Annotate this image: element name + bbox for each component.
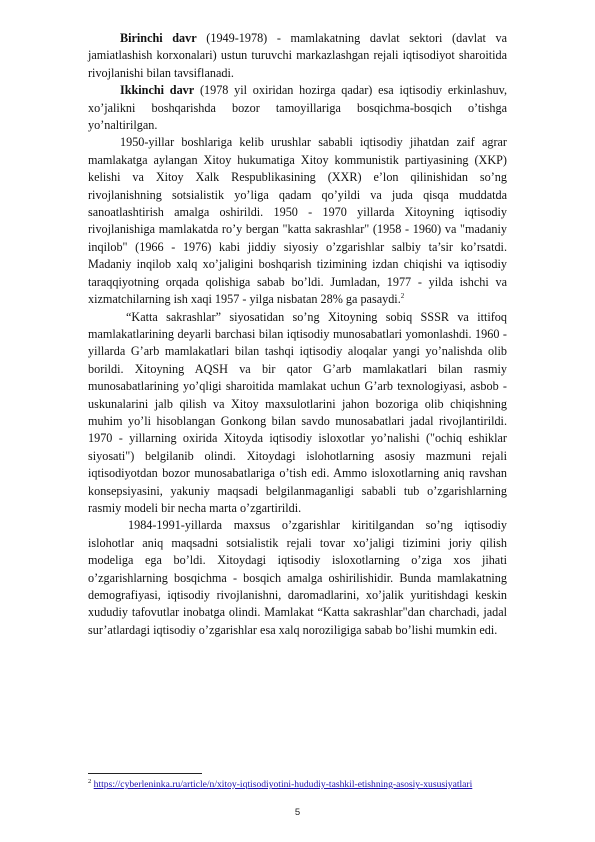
first-period-text: (1949-1978) - mamlakatning davlat sektori (davlat va jamiatlashish korxonalari) ustun turuvchi markazlashgan rejali iqtisodiyot sharoitida rivojlanishi bilan tavsiflanadi.	[88, 31, 508, 80]
paragraph-great-leap-text: “Katta sakrashlar” siyosatidan so’ng Xitoyning sobiq SSSR va ittifoq mamlakatlarining deyarli barchasi bilan iqtisodiy munosabatlari yomonlashdi. 1960 - yillarda G’arb mamlakatlari bilan tashqi iqtisodiy aloqalar yangi yo’nalishda olib borildi. Xitoyning AQSH va bir qator G’arb mamlakatlari bilan rasmiy munosabatlarining yo’qligi sharoitida mamlakat uchun G’arb texnologiyasi, asbob -uskunalarini jalb qilish va Xitoy maxsulotlarini jahon bozoriga olib chiqishning muhim yo’li hisoblangan Gonkong bilan savdo munosabatlari jadal rivojlantirildi. 1970 - yillarning oxirida Xitoyda iqtisodiy isloxotlar yo’nalishi ("ochiq eshiklar siyosati") belgilanib olindi. Xitoydagi islohotlarning asosiy mazmuni rejali iqtisodiyotdan bozor munosabatlariga o’tish edi. Ammo isloxotlarning aniq ravshan konsepsiyasini, yakuniy maqsadi belgilanmaganligi sababli tub o’zgarishlarning rasmiy modeli bir necha marta o’zgartirildi.	[88, 309, 507, 515]
footnote-divider	[88, 773, 202, 774]
paragraph-1984-1991	[88, 517, 507, 639]
second-period-text: (1978 yil oxiridan hozirga qadar) esa iqtisodiy erkinlashuv, xo’jalikni boshqarishda bozor tamoyillariga bosqichma-bosqich o’tishga yo’naltirilgan.	[88, 83, 508, 133]
footnote	[88, 779, 507, 791]
paragraph-1984-1991-text: 1984-1991-yillarda maxsus o’zgarishlar kiritilgandan so’ng iqtisodiy islohotlar aniq maqsadni sotsialistik rejali tovar xo’jaligi tizimini joriy qilish modeliga ega bo’ldi. Xitoydagi iqtisodiy isloxotlarning o’ziga xos jihati o’zgarishlarning bosqichma - bosqich amalga oshirilishidir. Bunda mamlakatning demografiyasi, iqtisodiy rivojlanishni, daromadlarini, xo’jalik yuritishdagi keskin xududiy tafovutlar inobatga olindi. Mamlakat “Katta sakrashlar"dan charchadi, jadal sur’atlardagi iqtisodiy o’zgarishlar esa xalq noroziligiga sabab bo’lishi mumkin edi.	[88, 518, 507, 637]
page-number: 5	[294, 807, 301, 818]
second-period-term: Ikkinchi davr	[120, 83, 195, 98]
document-body	[88, 30, 507, 639]
footnote-link[interactable]: https://cyberleninka.ru/article/n/xitoy-iqtisodiyotini-hududiy-tashkil-etishning-asosiy-xususiyatlari	[93, 779, 473, 790]
first-period-term: Birinchi davr	[120, 31, 197, 45]
paragraph-second-period	[88, 82, 507, 134]
paragraph-1950s	[88, 134, 507, 308]
footnote-mark: 2	[88, 777, 92, 785]
paragraph-first-period	[88, 30, 507, 82]
paragraph-great-leap	[88, 309, 507, 518]
paragraph-1950s-text: 1950-yillar boshlariga kelib urushlar sababli iqtisodiy jihatdan zaif agrar mamlakatga aylangan Xitoy hukumatiga Xitoy kommunistik partiyasining (XKP) kelishi va Xitoy Xalk Respublikasining (XXR) e’lon qilinishidan so’ng rivojlanishning sotsialistik yo’liga qadam qo’yildi va juda qisqa muddatda sanoatlashtirish amalga oshirildi. 1950 - 1970 yillarda Xitoyning iqtisodiy rivojlanishiga mamlakatda ro’y bergan "katta sakrashlar" (1958 - 1960) va "madaniy inqilob" (1966 - 1976) kabi jiddiy siyosiy o’zgarishlar salbiy ta’sir ko’rsatdi. Madaniy inqilob xalq xo’jaligini boshqarish tizimining izdan chiqishi va iqtisodiy taraqqiyotning orqada qolishiga sabab bo’ldi. Jumladan, 1977 - yilda ishchi va xizmatchilarning ish xaqi 1957 - yilga nisbatan 28% ga pasaydi.	[88, 135, 507, 307]
footnote-reference[interactable]: 2	[400, 292, 405, 301]
